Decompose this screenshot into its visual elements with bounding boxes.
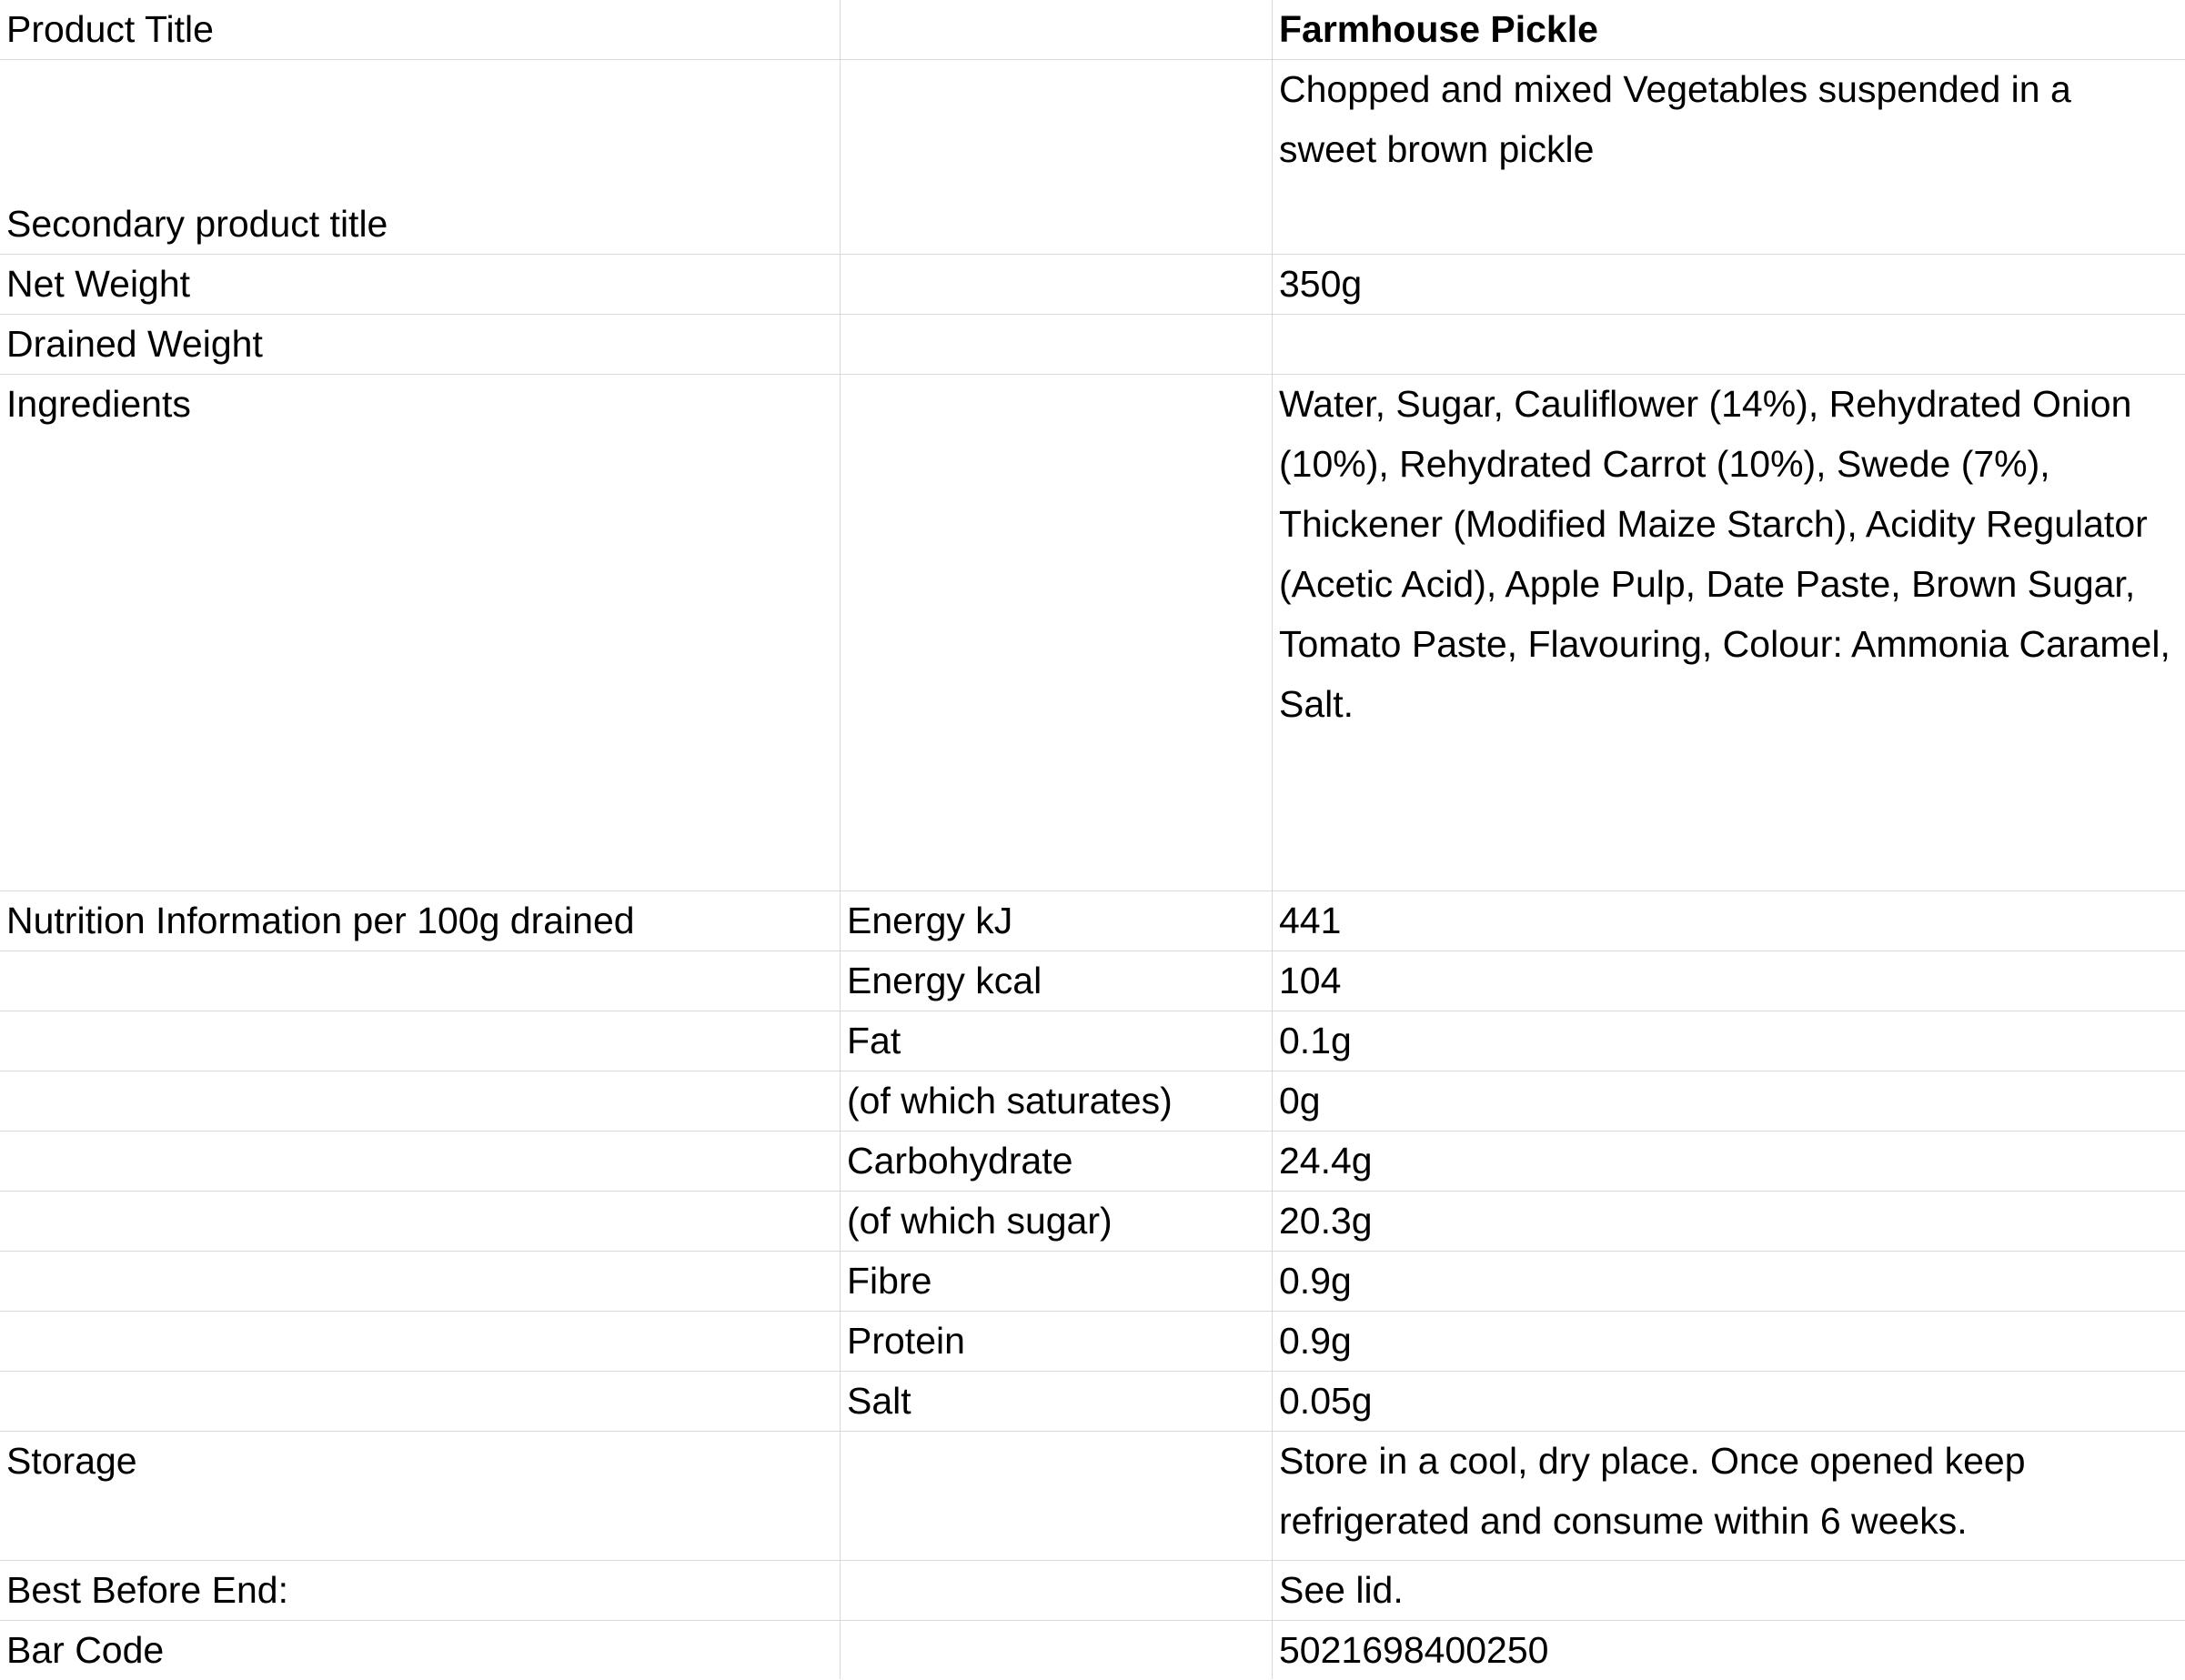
row-drained-weight — [0, 315, 2185, 375]
cell-empty[interactable] — [0, 1252, 841, 1311]
cell-label[interactable] — [0, 315, 841, 374]
nutrient-value: 24.4g — [1279, 1140, 1373, 1182]
row-best-before — [0, 1561, 2185, 1621]
row-nutrition-saturates — [0, 1071, 2185, 1132]
cell-nutrient-name[interactable] — [841, 1011, 1273, 1071]
nutrient-value: 0.1g — [1279, 1020, 1352, 1061]
cell-nutrient-value[interactable] — [1273, 951, 2185, 1011]
cell-value[interactable] — [1273, 1621, 2185, 1679]
cell-empty[interactable] — [0, 1192, 841, 1251]
cell-label[interactable] — [0, 891, 841, 951]
label-product-title: Product Title — [6, 8, 214, 50]
label-nutrition: Nutrition Information per 100g drained — [6, 900, 635, 941]
label-net-weight: Net Weight — [6, 263, 191, 305]
label-storage: Storage — [6, 1440, 137, 1482]
row-nutrition-fibre — [0, 1252, 2185, 1312]
row-nutrition-carbohydrate — [0, 1132, 2185, 1192]
label-secondary-title: Secondary product title — [6, 203, 388, 245]
cell-nutrient-name[interactable] — [841, 951, 1273, 1011]
row-nutrition-energy-kcal — [0, 951, 2185, 1011]
label-bar-code: Bar Code — [6, 1629, 165, 1671]
value-ingredients: Water, Sugar, Cauliflower (14%), Rehydrated Onion (10%), Rehydrated Carrot (10%), Swede (7%), Thickener (Modified Maize Starch), Acidity Regulator (Acetic Acid), Apple Pulp, Date Paste, Brown Sugar, Tomato Paste, Flavouring, Colour: Ammonia Caramel, Salt. — [1279, 383, 2170, 725]
nutrient-name: Fibre — [847, 1260, 932, 1302]
cell-label[interactable] — [0, 255, 841, 314]
cell-label[interactable] — [0, 1561, 841, 1620]
nutrient-name: Protein — [847, 1320, 965, 1362]
cell-label[interactable] — [0, 375, 841, 890]
nutrient-value: 0.9g — [1279, 1260, 1352, 1302]
nutrient-name: (of which saturates) — [847, 1080, 1173, 1122]
cell-value[interactable] — [1273, 60, 2185, 254]
cell-empty[interactable] — [841, 255, 1273, 314]
nutrient-name: Fat — [847, 1020, 901, 1061]
cell-label[interactable] — [0, 0, 841, 59]
row-ingredients — [0, 375, 2185, 891]
cell-empty[interactable] — [0, 1372, 841, 1431]
cell-empty[interactable] — [0, 1011, 841, 1071]
value-secondary-title: Chopped and mixed Vegetables suspended in a sweet brown pickle — [1279, 68, 2071, 170]
nutrient-name: Salt — [847, 1380, 911, 1422]
row-storage — [0, 1432, 2185, 1561]
cell-value[interactable] — [1273, 255, 2185, 314]
nutrient-value: 0.9g — [1279, 1320, 1352, 1362]
row-nutrition-sugar — [0, 1192, 2185, 1252]
cell-nutrient-value[interactable] — [1273, 1071, 2185, 1131]
value-best-before: See lid. — [1279, 1569, 1404, 1611]
row-nutrition-salt — [0, 1372, 2185, 1432]
label-best-before: Best Before End: — [6, 1569, 288, 1611]
nutrient-value: 104 — [1279, 960, 1342, 1001]
cell-empty[interactable] — [841, 0, 1273, 59]
row-product-title — [0, 0, 2185, 60]
row-net-weight — [0, 255, 2185, 315]
nutrient-name: Carbohydrate — [847, 1140, 1073, 1182]
nutrient-value: 0.05g — [1279, 1380, 1373, 1422]
cell-label[interactable] — [0, 1432, 841, 1560]
cell-nutrient-value[interactable] — [1273, 1372, 2185, 1431]
cell-nutrient-value[interactable] — [1273, 1132, 2185, 1191]
row-nutrition-energy-kj — [0, 891, 2185, 951]
row-bar-code — [0, 1621, 2185, 1679]
cell-nutrient-name[interactable] — [841, 1132, 1273, 1191]
cell-value[interactable] — [1273, 375, 2185, 890]
nutrient-name: Energy kcal — [847, 960, 1042, 1001]
cell-nutrient-name[interactable] — [841, 891, 1273, 951]
cell-label[interactable] — [0, 60, 841, 254]
cell-empty[interactable] — [841, 315, 1273, 374]
nutrient-name: (of which sugar) — [847, 1200, 1113, 1242]
cell-empty[interactable] — [0, 1071, 841, 1131]
label-ingredients: Ingredients — [6, 383, 191, 425]
cell-empty[interactable] — [0, 951, 841, 1011]
cell-value[interactable] — [1273, 1561, 2185, 1620]
row-nutrition-protein — [0, 1312, 2185, 1372]
nutrient-name: Energy kJ — [847, 900, 1013, 941]
value-net-weight: 350g — [1279, 263, 1363, 305]
cell-empty[interactable] — [841, 1432, 1273, 1560]
cell-nutrient-value[interactable] — [1273, 891, 2185, 951]
cell-nutrient-name[interactable] — [841, 1192, 1273, 1251]
cell-nutrient-name[interactable] — [841, 1312, 1273, 1371]
cell-empty[interactable] — [841, 1621, 1273, 1679]
cell-empty[interactable] — [841, 375, 1273, 890]
row-nutrition-fat — [0, 1011, 2185, 1071]
value-product-title: Farmhouse Pickle — [1279, 8, 1598, 50]
cell-nutrient-value[interactable] — [1273, 1252, 2185, 1311]
value-storage: Store in a cool, dry place. Once opened keep refrigerated and consume within 6 weeks. — [1279, 1440, 2026, 1542]
cell-value[interactable] — [1273, 1432, 2185, 1560]
label-drained-weight: Drained Weight — [6, 323, 263, 365]
nutrient-value: 0g — [1279, 1080, 1321, 1122]
nutrient-value: 441 — [1279, 900, 1342, 941]
cell-nutrient-value[interactable] — [1273, 1011, 2185, 1071]
cell-nutrient-name[interactable] — [841, 1071, 1273, 1131]
cell-label[interactable] — [0, 1621, 841, 1679]
value-bar-code: 5021698400250 — [1279, 1629, 1549, 1671]
cell-empty[interactable] — [841, 60, 1273, 254]
nutrient-value: 20.3g — [1279, 1200, 1373, 1242]
cell-empty[interactable] — [841, 1561, 1273, 1620]
cell-nutrient-value[interactable] — [1273, 1312, 2185, 1371]
cell-nutrient-name[interactable] — [841, 1252, 1273, 1311]
cell-value[interactable] — [1273, 0, 2185, 59]
cell-nutrient-value[interactable] — [1273, 1192, 2185, 1251]
cell-empty[interactable] — [0, 1132, 841, 1191]
row-secondary-title — [0, 60, 2185, 255]
cell-nutrient-name[interactable] — [841, 1372, 1273, 1431]
cell-empty[interactable] — [0, 1312, 841, 1371]
cell-value[interactable] — [1273, 315, 2185, 374]
